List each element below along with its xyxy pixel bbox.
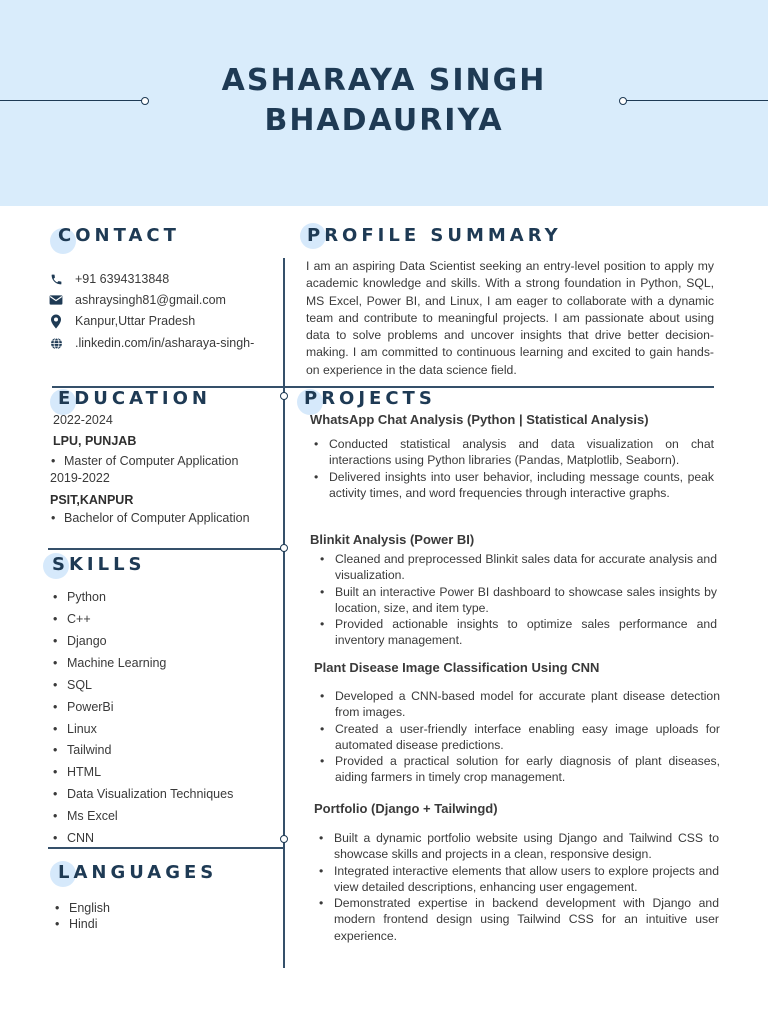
education-institution-1: LPU, PUNJAB: [53, 434, 137, 448]
header-line-right: [626, 100, 768, 101]
skill-item: • Python: [67, 590, 106, 604]
project-bullet: • Developed a CNN-based model for accurate plant disease detection from images.: [335, 688, 720, 721]
education-title: EDUCATION: [58, 388, 211, 409]
languages-title: LANGUAGES: [58, 862, 218, 883]
project-title-blinkit: Blinkit Analysis (Power BI): [310, 532, 475, 547]
skill-item: • Data Visualization Techniques: [67, 787, 233, 801]
skill-item: • Django: [67, 634, 107, 648]
divider-node-3: [280, 835, 288, 843]
language-item: • English: [69, 901, 110, 915]
projects-title: PROJECTS: [304, 388, 436, 409]
education-years-2: 2019-2022: [50, 471, 110, 485]
education-degree-2: • Bachelor of Computer Application: [64, 511, 250, 525]
contact-phone: [48, 269, 169, 289]
contact-linkedin-text[interactable]: .linkedin.com/in/asharaya-singh-: [75, 336, 255, 350]
project-bullet: • Provided actionable insights to optimize sales performance and inventory management.: [335, 616, 717, 649]
profile-summary-text: I am an aspiring Data Scientist seeking an entry-level position to apply my academic knowledge and skills. With a strong foundation in Python, SQL, MS Excel, Power BI, and Linux, I am eager to collaborate with a dynamic team and contribute to meaningful projects. I am passionate about using data to solve problems and uncover insights that drive better decision-making. I am committed to continuous learning and excited to gain hands-on experience in the data science field.: [306, 259, 714, 377]
project-bullet: • Cleaned and preprocessed Blinkit sales data for accurate analysis and visualization.: [335, 551, 717, 584]
skill-item: • Machine Learning: [67, 656, 166, 670]
header-line-left: [0, 100, 142, 101]
project-bullets-whatsapp: [329, 436, 714, 501]
divider-node-2: [280, 544, 288, 552]
education-degree-1: • Master of Computer Application: [64, 454, 238, 468]
contact-email-text[interactable]: ashraysingh81@gmail.com: [75, 293, 226, 307]
project-bullets-plant-disease: [335, 688, 720, 786]
location-pin-icon: [48, 313, 64, 329]
skill-item: • CNN: [67, 831, 94, 845]
contact-location-text: Kanpur,Uttar Pradesh: [75, 314, 196, 328]
project-bullet: • Built a dynamic portfolio website using Django and Tailwind CSS to showcase skills and projects in a clean, responsive design.: [334, 830, 719, 863]
contact-location: [48, 311, 195, 331]
project-bullet: • Integrated interactive elements that allow users to explore projects and view detailed descriptions, enhancing user engagement.: [334, 863, 719, 896]
divider-languages: [48, 847, 284, 849]
language-item: • Hindi: [69, 917, 98, 931]
project-title-plant-disease: Plant Disease Image Classification Using CNN: [314, 660, 600, 675]
project-bullet: • Delivered insights into user behavior, including message counts, peak activity times, and word frequencies through interactive graphs.: [329, 469, 714, 502]
header-node-left: [141, 97, 149, 105]
skill-item: • Ms Excel: [67, 809, 118, 823]
project-bullet: • Created a user-friendly interface enabling easy image uploads for automated disease predictions.: [335, 721, 720, 754]
name-line-2: BHADAURIYA: [264, 103, 504, 138]
skill-item: • Linux: [67, 722, 97, 736]
vertical-divider: [283, 258, 285, 968]
project-bullet: • Provided a practical solution for early diagnosis of plant diseases, aiding farmers in timely crop management.: [335, 753, 720, 786]
skill-item: • C++: [67, 612, 91, 626]
skill-item: • Tailwind: [67, 743, 111, 757]
phone-icon: [48, 271, 64, 287]
education-years-1: 2022-2024: [53, 413, 113, 427]
project-bullets-portfolio: [334, 830, 719, 944]
globe-icon: [48, 335, 64, 351]
project-title-portfolio: Portfolio (Django + Tailwingd): [314, 801, 498, 816]
project-bullets-blinkit: [335, 551, 717, 649]
name-line-1: ASHARAYA SINGH: [221, 63, 547, 98]
profile-summary-title: PROFILE SUMMARY: [307, 225, 562, 246]
contact-phone-text[interactable]: +91 6394313848: [75, 272, 170, 286]
divider-skills: [48, 548, 284, 550]
skill-item: • SQL: [67, 678, 92, 692]
divider-node-1: [280, 392, 288, 400]
project-title-whatsapp: WhatsApp Chat Analysis (Python | Statistical Analysis): [310, 412, 649, 427]
project-bullet: • Conducted statistical analysis and data visualization on chat interactions using Python libraries (Pandas, Matplotlib, Seaborn).: [329, 436, 714, 469]
skills-title: SKILLS: [52, 554, 146, 575]
contact-linkedin: [48, 333, 254, 353]
email-icon: [48, 292, 64, 308]
education-institution-2: PSIT,KANPUR: [50, 493, 134, 507]
contact-email: [48, 290, 226, 310]
contact-title: CONTACT: [58, 225, 180, 246]
project-bullet: • Demonstrated expertise in backend development with Django and modern frontend design using Tailwind CSS for an intuitive user experience.: [334, 895, 719, 944]
project-bullet: • Built an interactive Power BI dashboard to showcase sales insights by location, size, and item type.: [335, 584, 717, 617]
skill-item: • PowerBi: [67, 700, 114, 714]
skill-item: • HTML: [67, 765, 101, 779]
